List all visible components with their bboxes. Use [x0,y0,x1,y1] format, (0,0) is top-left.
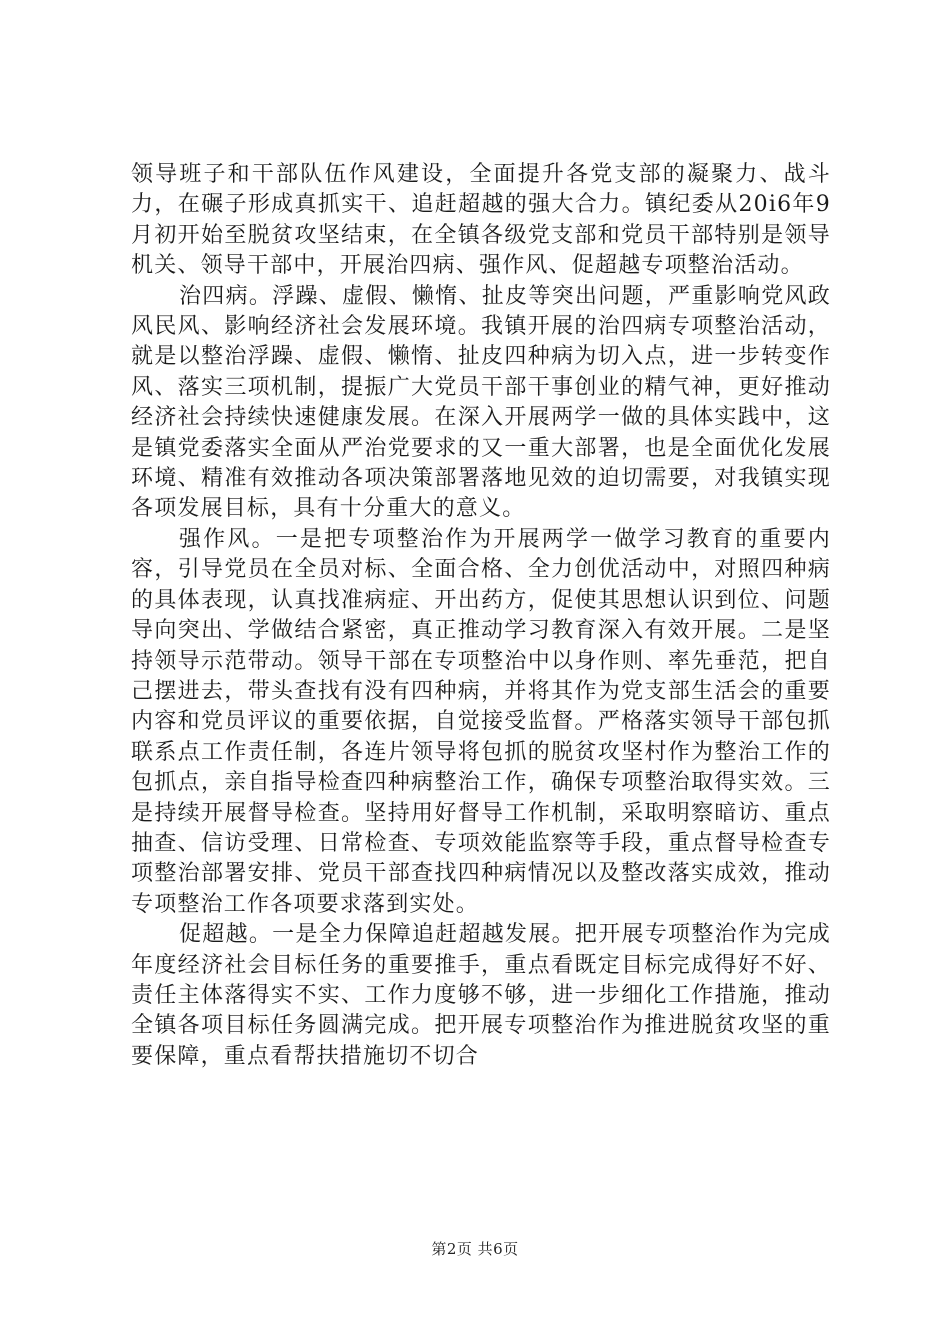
paragraph-qiang-zuo-feng: 强作风。一是把专项整治作为开展两学一做学习教育的重要内容，引导党员在全员对标、全面合格、全力创优活动中，对照四种病的具体表现，认真找准病症、开出药方，促使其思想认识到位、问题导向突出、学做结合紧密，真正推动学习教育深入有效开展。二是坚持领导示范带动。领导干部在专项整治中以身作则、率先垂范，把自己摆进去，带头查找有没有四种病，并将其作为党支部生活会的重要内容和党员评议的重要依据，自觉接受监督。严格落实领导干部包抓联系点工作责任制，各连片领导将包抓的脱贫攻坚村作为整治工作的包抓点，亲自指导检查四种病整治工作，确保专项整治取得实效。三是持续开展督导检查。坚持用好督导工作机制，采取明察暗访、重点抽查、信访受理、日常检查、专项效能监察等手段，重点督导检查专项整治部署安排、党员干部查找四种病情况以及整改落实成效，推动专项整治工作各项要求落到实处。 [131,526,831,917]
page-number-label: 第2页 共6页 [431,1240,519,1258]
document-body [131,160,831,1072]
paragraph-intro: 领导班子和干部队伍作风建设，全面提升各党支部的凝聚力、战斗力，在碾子形成真抓实干、追赶超越的强大合力。镇纪委从20i6年9月初开始至脱贫攻坚结束，在全镇各级党支部和党员干部特别是领导机关、领导干部中，开展治四病、强作风、促超越专项整治活动。 [131,162,831,279]
page-footer [0,1238,950,1259]
paragraph-cu-chao-yue: 促超越。一是全力保障追赶超越发展。把开展专项整治作为完成年度经济社会目标任务的重要推手，重点看既定目标完成得好不好、责任主体落得实不实、工作力度够不够，进一步细化工作措施，推动全镇各项目标任务圆满完成。把开展专项整治作为推进脱贫攻坚的重要保障，重点看帮扶措施切不切合 [131,922,831,1069]
paragraph-zhi-si-bing: 治四病。浮躁、虚假、懒惰、扯皮等突出问题，严重影响党风政风民风、影响经济社会发展环境。我镇开展的治四病专项整治活动，就是以整治浮躁、虚假、懒惰、扯皮四种病为切入点，进一步转变作风、落实三项机制，提振广大党员干部干事创业的精气神，更好推动经济社会持续快速健康发展。在深入开展两学一做的具体实践中，这是镇党委落实全面从严治党要求的又一重大部署，也是全面优化发展环境、精准有效推动各项决策部署落地见效的迫切需要，对我镇实现各项发展目标，具有十分重大的意义。 [131,283,831,522]
